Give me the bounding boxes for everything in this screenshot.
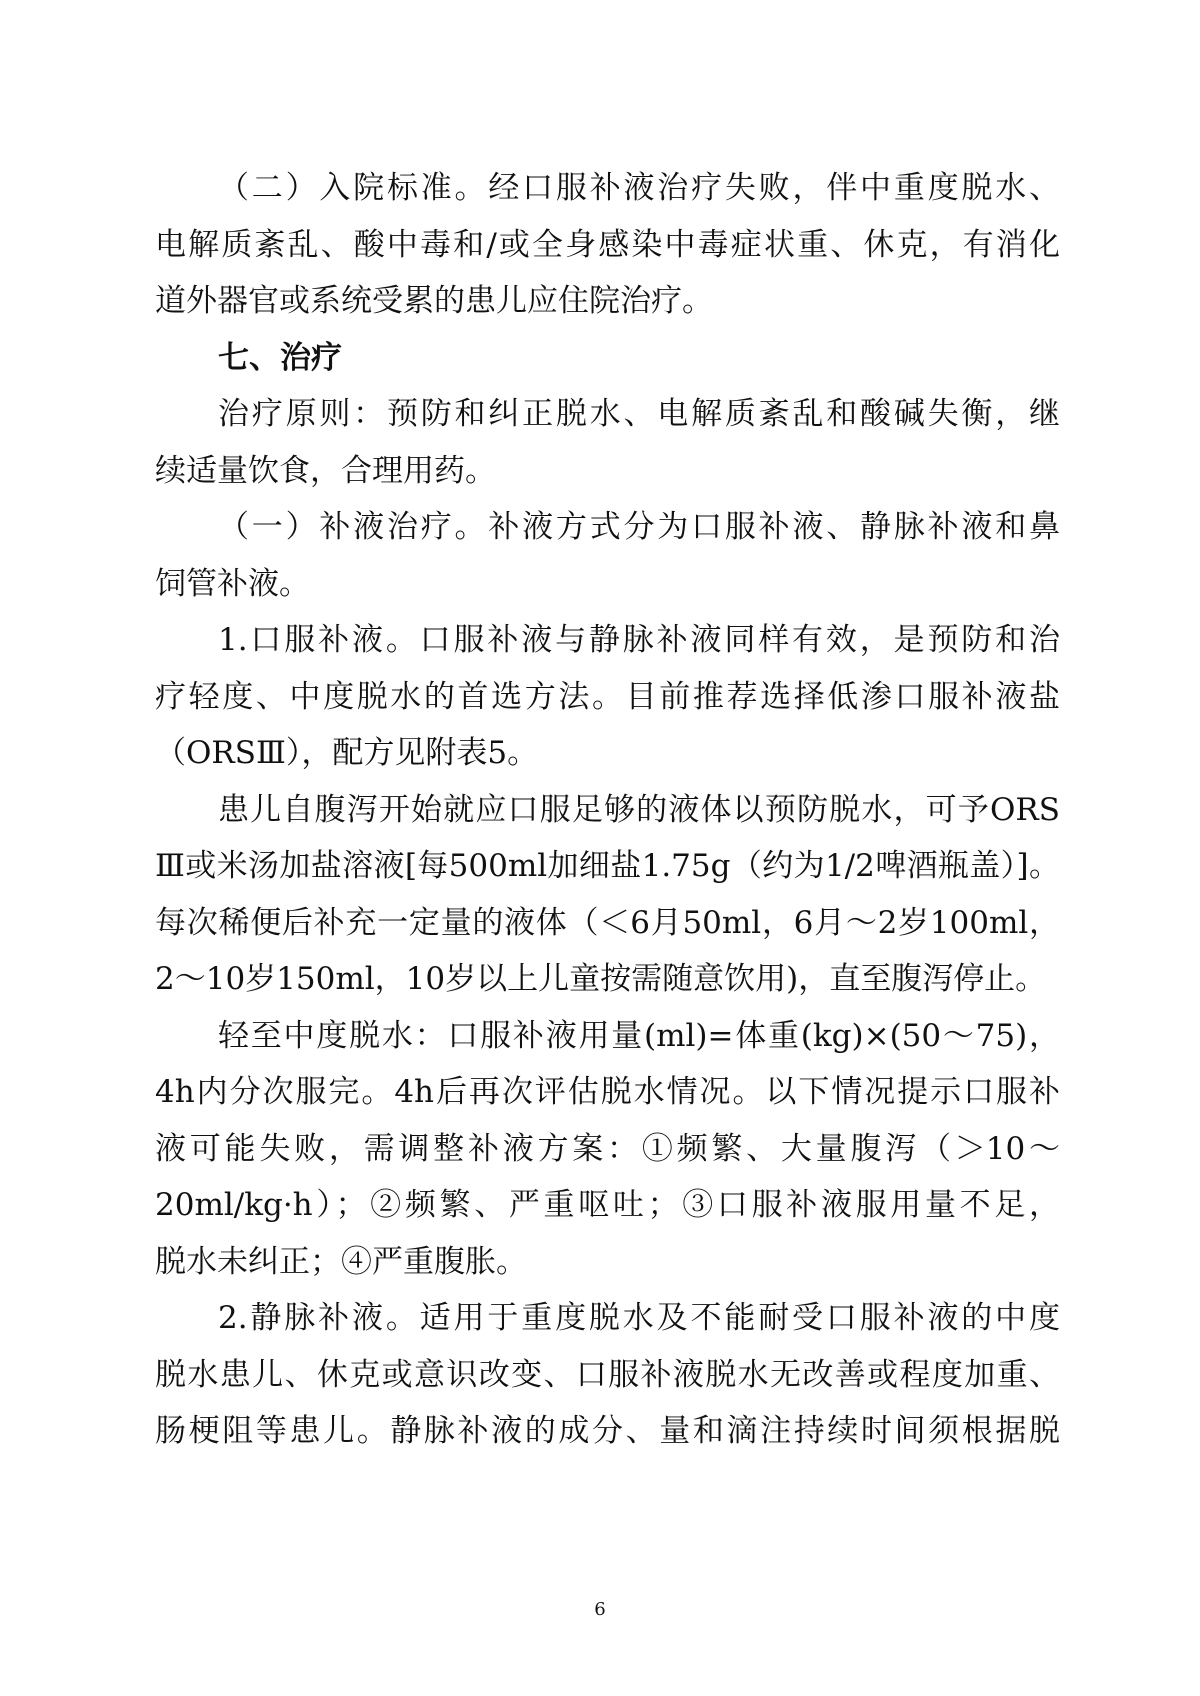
text-line-fluid-therapy-2: 饲管补液。 <box>155 566 310 602</box>
text-line-iv-rehydration-1: 2.静脉补液。适用于重度脱水及不能耐受口服补液的中度 <box>218 1300 1060 1336</box>
text-line-mild-moderate-3: 液可能失败，需调整补液方案：①频繁、大量腹泻（＞10～ <box>155 1131 1060 1167</box>
text-line-mild-moderate-5: 脱水未纠正；④严重腹胀。 <box>155 1244 527 1280</box>
text-line-admission-criteria-2: 电解质紊乱、酸中毒和/或全身感染中毒症状重、休克，有消化 <box>155 227 1060 263</box>
text-line-iv-rehydration-2: 脱水患儿、休克或意识改变、口服补液脱水无改善或程度加重、 <box>155 1357 1060 1393</box>
text-line-oral-rehydration-2: 疗轻度、中度脱水的首选方法。目前推荐选择低渗口服补液盐 <box>155 679 1060 715</box>
text-line-treatment-principle-2: 续适量饮食，合理用药。 <box>155 453 496 489</box>
text-line-mild-moderate-2: 4h内分次服完。4h后再次评估脱水情况。以下情况提示口服补 <box>155 1074 1060 1110</box>
text-line-prevention-1: 患儿自腹泻开始就应口服足够的液体以预防脱水，可予ORS <box>218 792 1060 828</box>
text-line-iv-rehydration-3: 肠梗阻等患儿。静脉补液的成分、量和滴注持续时间须根据脱 <box>155 1413 1060 1449</box>
text-line-prevention-4: 2～10岁150ml，10岁以上儿童按需随意饮用)，直至腹泻停止。 <box>155 961 1047 997</box>
text-line-prevention-3: 每次稀便后补充一定量的液体（＜6月50ml，6月～2岁100ml， <box>155 905 1060 941</box>
section-heading-treatment: 七、治疗 <box>218 340 342 376</box>
page-number: 6 <box>594 1599 606 1620</box>
text-line-treatment-principle-1: 治疗原则：预防和纠正脱水、电解质紊乱和酸碱失衡，继 <box>218 396 1060 432</box>
text-line-prevention-2: Ⅲ或米汤加盐溶液[每500ml加细盐1.75g（约为1/2啤酒瓶盖）]。 <box>155 848 1060 884</box>
text-line-oral-rehydration-3: （ORSⅢ），配方见附表5。 <box>155 735 539 771</box>
text-line-admission-criteria-1: （二）入院标准。经口服补液治疗失败，伴中重度脱水、 <box>218 170 1060 206</box>
text-line-mild-moderate-4: 20ml/kg·h）；②频繁、严重呕吐；③口服补液服用量不足， <box>155 1187 1060 1223</box>
text-line-mild-moderate-1: 轻至中度脱水：口服补液用量(ml)=体重(kg)×(50～75)， <box>218 1018 1060 1054</box>
text-line-oral-rehydration-1: 1.口服补液。口服补液与静脉补液同样有效，是预防和治 <box>218 622 1060 658</box>
text-line-admission-criteria-3: 道外器官或系统受累的患儿应住院治疗。 <box>155 283 713 319</box>
text-line-fluid-therapy-1: （一）补液治疗。补液方式分为口服补液、静脉补液和鼻 <box>218 509 1060 545</box>
